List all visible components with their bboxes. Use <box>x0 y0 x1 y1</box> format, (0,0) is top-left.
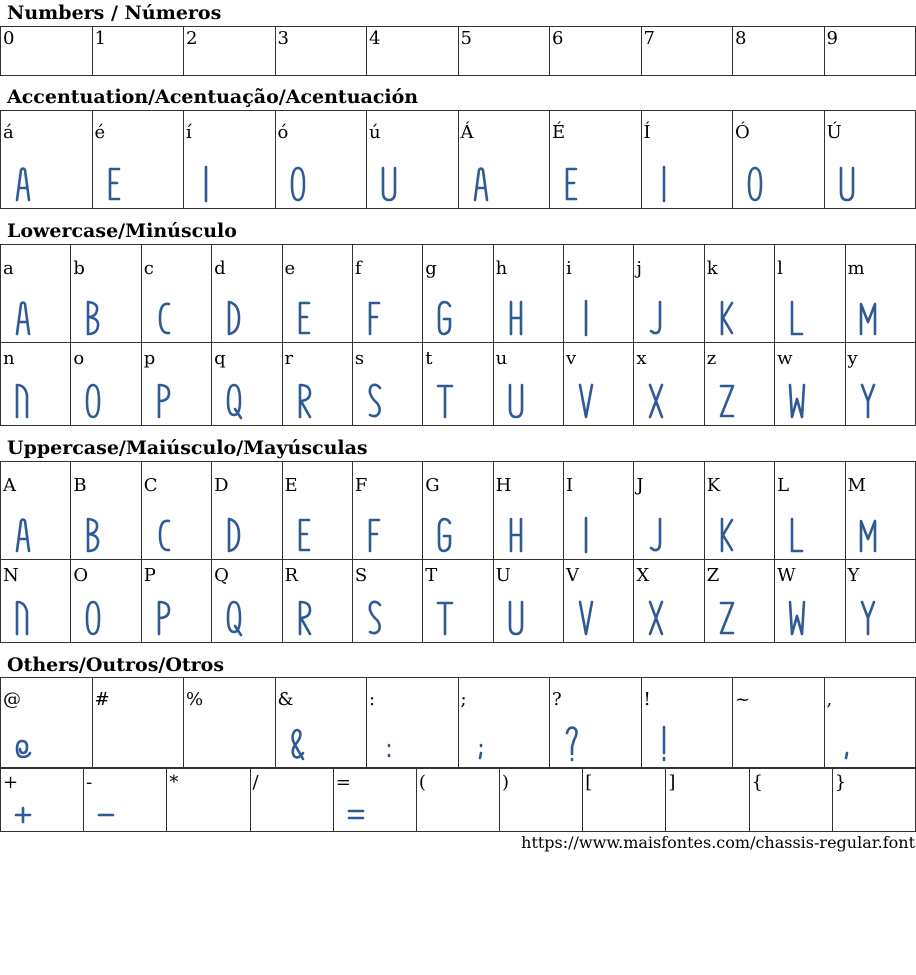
glyph-label: E <box>284 475 298 496</box>
font-sample-glyph <box>652 164 676 204</box>
glyph-label: : <box>369 689 376 710</box>
glyph-label: 6 <box>552 28 564 49</box>
glyph-cell <box>564 245 634 343</box>
font-sample-glyph <box>835 164 859 204</box>
glyph-label: - <box>86 772 93 793</box>
glyph-cell <box>634 343 704 426</box>
glyph-label: o <box>73 348 85 369</box>
glyph-cell <box>845 462 916 560</box>
font-sample-glyph <box>11 787 35 827</box>
glyph-label: t <box>425 348 433 369</box>
font-sample-glyph <box>560 723 584 763</box>
glyph-cell <box>141 245 211 343</box>
glyph-cell <box>282 245 352 343</box>
others-grid-1 <box>0 677 916 768</box>
glyph-cell <box>845 560 916 643</box>
font-sample-glyph <box>504 381 528 421</box>
source-url: https://www.maisfontes.com/chassis-regular.font <box>521 833 915 852</box>
glyph-cell <box>333 769 416 832</box>
glyph-cell <box>775 343 845 426</box>
glyph-label: Á <box>460 122 474 143</box>
font-sample-glyph <box>152 515 176 555</box>
font-sample-glyph <box>377 164 401 204</box>
lowercase-grid <box>0 244 916 426</box>
table-row <box>1 111 916 209</box>
glyph-label: v <box>566 348 577 369</box>
glyph-label: 0 <box>3 28 15 49</box>
font-sample-glyph <box>574 381 598 421</box>
numbers-grid <box>0 26 916 76</box>
glyph-cell <box>733 111 825 209</box>
glyph-label: Y <box>847 565 860 586</box>
glyph-cell <box>282 343 352 426</box>
section-title-others: Others/Outros/Otros <box>7 654 225 676</box>
glyph-label: P <box>143 565 156 586</box>
font-sample-glyph <box>363 298 387 338</box>
glyph-cell <box>550 111 642 209</box>
font-sample-glyph <box>574 598 598 638</box>
glyph-label: V <box>566 565 579 586</box>
glyph-label: k <box>706 258 718 279</box>
glyph-cell <box>458 111 550 209</box>
glyph-cell <box>500 769 583 832</box>
glyph-label: Ú <box>826 122 842 143</box>
glyph-cell <box>493 343 563 426</box>
font-sample-glyph <box>81 298 105 338</box>
section-title-lowercase: Lowercase/Minúsculo <box>7 220 237 242</box>
glyph-label: I <box>566 475 574 496</box>
font-sample-glyph <box>785 298 809 338</box>
glyph-cell <box>212 245 282 343</box>
glyph-label: J <box>636 475 644 496</box>
glyph-cell <box>352 462 422 560</box>
glyph-cell <box>493 245 563 343</box>
glyph-cell <box>564 343 634 426</box>
glyph-cell <box>641 678 733 768</box>
font-sample-glyph <box>152 298 176 338</box>
glyph-cell <box>1 462 71 560</box>
font-sample-glyph <box>222 515 246 555</box>
glyph-label: ) <box>502 772 510 793</box>
glyph-cell <box>704 462 774 560</box>
glyph-cell <box>824 27 916 76</box>
font-sample-glyph <box>504 515 528 555</box>
table-row <box>1 678 916 768</box>
font-sample-glyph <box>574 515 598 555</box>
glyph-label: K <box>706 475 721 496</box>
glyph-label: h <box>495 258 508 279</box>
glyph-label: M <box>847 475 866 496</box>
glyph-cell <box>275 27 367 76</box>
font-sample-glyph <box>433 298 457 338</box>
glyph-label: b <box>73 258 85 279</box>
font-sample-glyph <box>11 723 35 763</box>
glyph-cell <box>1 111 93 209</box>
glyph-label: * <box>169 772 179 793</box>
glyph-cell <box>845 343 916 426</box>
glyph-label: c <box>143 258 154 279</box>
font-sample-glyph <box>715 298 739 338</box>
glyph-cell <box>775 560 845 643</box>
glyph-label: L <box>777 475 790 496</box>
glyph-cell <box>92 678 184 768</box>
glyph-cell <box>824 678 916 768</box>
glyph-label: B <box>73 475 87 496</box>
font-sample-glyph <box>363 381 387 421</box>
glyph-label: [ <box>585 772 593 793</box>
glyph-cell <box>1 27 93 76</box>
glyph-label: T <box>425 565 438 586</box>
glyph-cell <box>704 343 774 426</box>
font-sample-glyph <box>222 598 246 638</box>
glyph-cell <box>733 678 825 768</box>
glyph-cell <box>423 560 493 643</box>
font-sample-glyph <box>652 723 676 763</box>
table-row <box>1 560 916 643</box>
glyph-cell <box>71 245 141 343</box>
glyph-label: X <box>636 565 650 586</box>
font-sample-glyph <box>11 164 35 204</box>
glyph-label: Ó <box>735 122 750 143</box>
glyph-cell <box>666 769 749 832</box>
glyph-cell <box>184 678 276 768</box>
glyph-label: N <box>3 565 19 586</box>
glyph-cell <box>704 560 774 643</box>
font-sample-glyph <box>222 381 246 421</box>
font-sample-glyph <box>363 515 387 555</box>
font-sample-glyph <box>785 598 809 638</box>
glyph-cell <box>1 560 71 643</box>
glyph-cell <box>212 462 282 560</box>
section-title-uppercase: Uppercase/Maiúsculo/Mayúsculas <box>7 437 368 459</box>
glyph-label: 7 <box>643 28 655 49</box>
glyph-label: i <box>566 258 572 279</box>
glyph-label: W <box>777 565 796 586</box>
glyph-cell <box>71 560 141 643</box>
font-sample-glyph <box>222 298 246 338</box>
font-sample-glyph <box>363 598 387 638</box>
glyph-label: ] <box>668 772 676 793</box>
font-sample-glyph <box>286 723 310 763</box>
glyph-cell <box>550 678 642 768</box>
glyph-label: p <box>143 348 156 369</box>
glyph-cell <box>275 678 367 768</box>
glyph-cell <box>367 678 459 768</box>
font-sample-glyph <box>715 598 739 638</box>
font-sample-glyph <box>560 164 584 204</box>
font-sample-glyph <box>743 164 767 204</box>
font-sample-glyph <box>856 515 880 555</box>
glyph-cell <box>458 27 550 76</box>
font-sample-glyph <box>644 598 668 638</box>
glyph-label: w <box>777 348 793 369</box>
glyph-cell <box>550 27 642 76</box>
glyph-label: x <box>636 348 647 369</box>
table-row <box>1 27 916 76</box>
glyph-cell <box>141 462 211 560</box>
glyph-label: = <box>335 772 351 793</box>
glyph-label: 3 <box>277 28 289 49</box>
font-sample-glyph <box>504 598 528 638</box>
glyph-cell <box>352 343 422 426</box>
glyph-label: Í <box>643 122 651 143</box>
glyph-label: ( <box>418 772 426 793</box>
glyph-cell <box>1 769 84 832</box>
glyph-cell <box>564 462 634 560</box>
font-sample-glyph <box>785 515 809 555</box>
glyph-label: } <box>834 772 847 793</box>
glyph-label: ; <box>460 689 467 710</box>
table-row <box>1 769 916 832</box>
glyph-label: d <box>214 258 226 279</box>
font-sample-glyph <box>94 787 118 827</box>
glyph-label: ó <box>277 122 289 143</box>
font-sample-glyph <box>715 515 739 555</box>
glyph-label: 1 <box>94 28 106 49</box>
glyph-label: á <box>3 122 14 143</box>
others-grid-2 <box>0 768 916 832</box>
glyph-label: R <box>284 565 299 586</box>
glyph-cell <box>775 245 845 343</box>
font-sample-glyph <box>433 515 457 555</box>
glyph-label: 9 <box>826 28 838 49</box>
font-sample-glyph <box>856 298 880 338</box>
glyph-label: ! <box>643 689 651 710</box>
glyph-cell <box>282 560 352 643</box>
glyph-label: + <box>3 772 19 793</box>
glyph-label: u <box>495 348 508 369</box>
glyph-label: C <box>143 475 158 496</box>
glyph-label: D <box>214 475 229 496</box>
glyph-cell <box>493 462 563 560</box>
glyph-cell <box>167 769 250 832</box>
font-sample-glyph <box>293 381 317 421</box>
glyph-cell <box>423 343 493 426</box>
glyph-label: a <box>3 258 14 279</box>
glyph-cell <box>352 245 422 343</box>
glyph-cell <box>564 560 634 643</box>
font-sample-glyph <box>835 723 859 763</box>
glyph-label: g <box>425 258 437 279</box>
glyph-cell <box>184 27 276 76</box>
accentuation-grid <box>0 110 916 209</box>
glyph-cell <box>704 245 774 343</box>
glyph-cell <box>641 27 733 76</box>
glyph-cell <box>282 462 352 560</box>
font-sample-glyph <box>11 598 35 638</box>
font-sample-glyph <box>377 723 401 763</box>
font-sample-glyph <box>194 164 218 204</box>
glyph-cell <box>634 462 704 560</box>
glyph-label: { <box>751 772 763 793</box>
glyph-label: 8 <box>735 28 747 49</box>
font-sample-glyph <box>103 164 127 204</box>
font-sample-glyph <box>152 598 176 638</box>
glyph-cell <box>423 245 493 343</box>
font-sample-glyph <box>644 298 668 338</box>
glyph-label: S <box>354 565 368 586</box>
glyph-label: í <box>186 122 192 143</box>
glyph-label: U <box>495 565 511 586</box>
font-sample-glyph <box>11 298 35 338</box>
glyph-label: 5 <box>460 28 472 49</box>
glyph-label: ú <box>369 122 381 143</box>
glyph-cell <box>423 462 493 560</box>
glyph-cell <box>832 769 915 832</box>
glyph-label: ? <box>552 689 562 710</box>
glyph-cell <box>634 560 704 643</box>
font-sample-glyph <box>469 164 493 204</box>
font-sample-glyph <box>293 598 317 638</box>
glyph-cell <box>71 462 141 560</box>
glyph-label: q <box>214 348 226 369</box>
font-sample-glyph <box>293 515 317 555</box>
glyph-label: & <box>277 689 294 710</box>
glyph-cell <box>275 111 367 209</box>
glyph-cell <box>141 560 211 643</box>
font-sample-glyph <box>574 298 598 338</box>
glyph-cell <box>416 769 499 832</box>
glyph-label: r <box>284 348 294 369</box>
glyph-cell <box>641 111 733 209</box>
glyph-label: 2 <box>186 28 198 49</box>
glyph-cell <box>212 560 282 643</box>
glyph-label: 4 <box>369 28 381 49</box>
font-sample-glyph <box>81 598 105 638</box>
glyph-label: G <box>425 475 440 496</box>
glyph-label: y <box>847 348 858 369</box>
glyph-cell <box>733 27 825 76</box>
glyph-cell <box>824 111 916 209</box>
glyph-label: F <box>354 475 368 496</box>
glyph-label: Q <box>214 565 229 586</box>
glyph-cell <box>458 678 550 768</box>
font-sample-glyph <box>286 164 310 204</box>
font-sample-glyph <box>293 298 317 338</box>
glyph-label: O <box>73 565 89 586</box>
section-title-numbers: Numbers / Números <box>7 2 222 24</box>
glyph-label: @ <box>3 689 21 710</box>
font-sample-glyph <box>469 723 493 763</box>
font-sample-glyph <box>856 381 880 421</box>
glyph-label: s <box>354 348 365 369</box>
glyph-cell <box>1 678 93 768</box>
font-sample-glyph <box>433 598 457 638</box>
font-sample-glyph <box>81 381 105 421</box>
font-sample-glyph <box>81 515 105 555</box>
font-sample-glyph <box>644 381 668 421</box>
font-sample-glyph <box>715 381 739 421</box>
glyph-cell <box>775 462 845 560</box>
font-sample-glyph <box>152 381 176 421</box>
table-row <box>1 462 916 560</box>
glyph-label: j <box>636 258 642 279</box>
glyph-cell <box>250 769 333 832</box>
section-title-accentuation: Accentuation/Acentuação/Acentuación <box>7 86 419 108</box>
glyph-label: H <box>495 475 512 496</box>
glyph-label: l <box>777 258 783 279</box>
glyph-label: Z <box>706 565 720 586</box>
glyph-cell <box>845 245 916 343</box>
glyph-label: , <box>826 689 833 710</box>
glyph-cell <box>92 27 184 76</box>
glyph-cell <box>634 245 704 343</box>
font-sample-glyph <box>644 515 668 555</box>
glyph-cell <box>352 560 422 643</box>
glyph-cell <box>583 769 666 832</box>
glyph-label: ~ <box>735 689 751 710</box>
glyph-cell <box>1 343 71 426</box>
font-sample-glyph <box>856 598 880 638</box>
glyph-cell <box>141 343 211 426</box>
glyph-label: % <box>186 689 204 710</box>
glyph-label: e <box>284 258 296 279</box>
table-row <box>1 343 916 426</box>
glyph-label: z <box>706 348 717 369</box>
glyph-label: é <box>94 122 106 143</box>
font-sample-glyph <box>11 515 35 555</box>
glyph-cell <box>1 245 71 343</box>
uppercase-grid <box>0 461 916 643</box>
font-sample-glyph <box>433 381 457 421</box>
glyph-cell <box>367 111 459 209</box>
glyph-cell <box>749 769 832 832</box>
glyph-cell <box>71 343 141 426</box>
glyph-cell <box>212 343 282 426</box>
glyph-cell <box>367 27 459 76</box>
glyph-label: É <box>552 122 566 143</box>
glyph-label: m <box>847 258 865 279</box>
font-sample-glyph <box>504 298 528 338</box>
table-row <box>1 245 916 343</box>
font-sample-glyph <box>11 381 35 421</box>
glyph-label: # <box>94 689 110 710</box>
font-sample-glyph <box>344 787 368 827</box>
glyph-label: f <box>354 258 362 279</box>
glyph-label: n <box>3 348 15 369</box>
glyph-cell <box>84 769 167 832</box>
glyph-cell <box>493 560 563 643</box>
font-sample-glyph <box>785 381 809 421</box>
glyph-label: / <box>252 772 259 793</box>
glyph-cell <box>92 111 184 209</box>
glyph-cell <box>184 111 276 209</box>
glyph-label: A <box>3 475 16 496</box>
